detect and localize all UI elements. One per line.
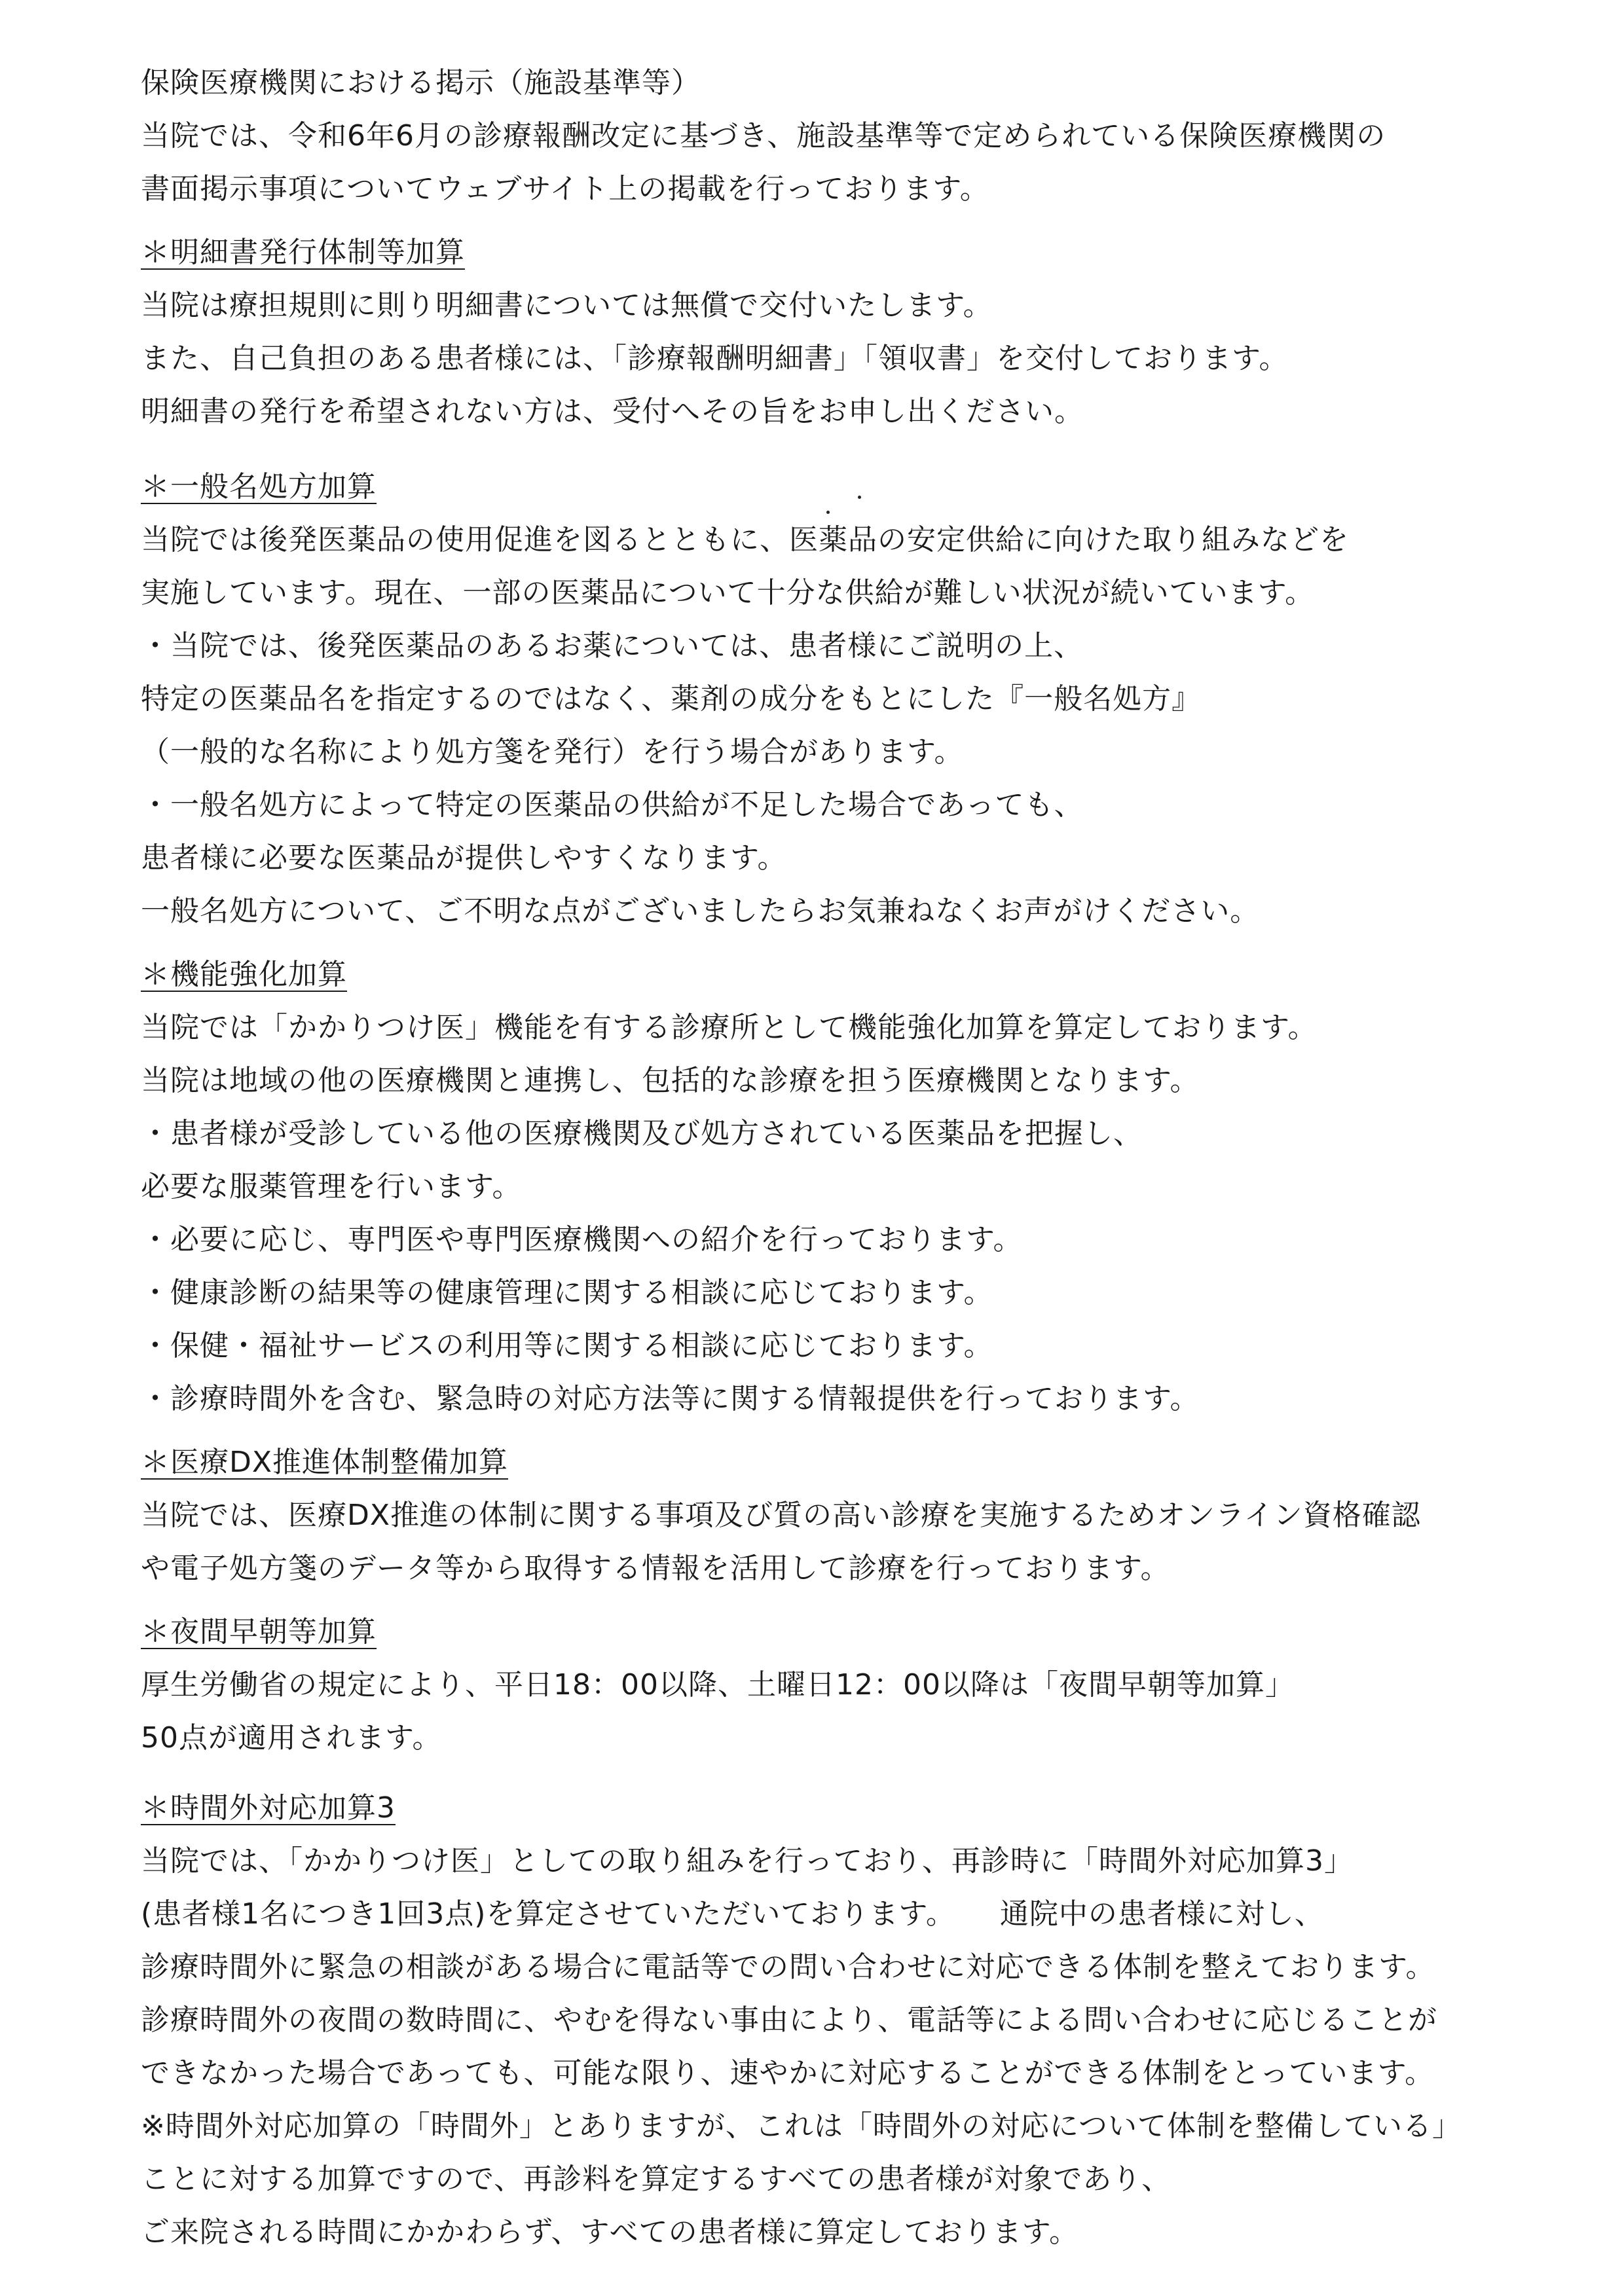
section-line: 診療時間外の夜間の数時間に、やむを得ない事由により、電話等による問い合わせに応じることが bbox=[141, 2003, 1437, 2037]
section-line: (患者様1名につき1回3点)を算定させていただいております。 通院中の患者様に対し、 bbox=[141, 1897, 1324, 1931]
section-line: ※時間外対応加算の「時間外」とありますが、これは「時間外の対応について体制を整備している」 bbox=[141, 2109, 1462, 2143]
section-line: 当院は療担規則に則り明細書については無償で交付いたします。 bbox=[141, 289, 993, 322]
section-heading-yakan-socho: ＊夜間早朝等加算 bbox=[141, 1615, 377, 1649]
section-line: ・健康診断の結果等の健康管理に関する相談に応じております。 bbox=[141, 1276, 993, 1309]
section-line: ことに対する加算ですので、再診料を算定するすべての患者様が対象であり、 bbox=[141, 2162, 1172, 2196]
section-line: ・患者様が受診している他の医療機関及び処方されている医薬品を把握し、 bbox=[141, 1117, 1143, 1150]
intro-line: 当院では、令和6年6月の診療報酬改定に基づき、施設基準等で定められている保険医療機関の bbox=[141, 119, 1386, 153]
section-line: 当院では、「かかりつけ医」としての取り組みを行っており、再診時に「時間外対応加算3」 bbox=[141, 1844, 1354, 1878]
section-line: ・一般名処方によって特定の医薬品の供給が不足した場合であっても、 bbox=[141, 788, 1084, 822]
section-line: 50点が適用されます。 bbox=[141, 1721, 442, 1755]
section-heading-iryo-dx: ＊医療DX推進体制整備加算 bbox=[141, 1446, 509, 1479]
section-line: 厚生労働省の規定により、平日18：00以降、土曜日12：00以降は「夜間早朝等加算」 bbox=[141, 1668, 1295, 1702]
section-line: や電子処方箋のデータ等から取得する情報を活用して診療を行っております。 bbox=[141, 1552, 1170, 1585]
section-line: できなかった場合であっても、可能な限り、速やかに対応することができる体制をとっています。 bbox=[141, 2056, 1435, 2090]
section-line: 一般名処方について、ご不明な点がございましたらお気兼ねなくお声がけください。 bbox=[141, 894, 1260, 928]
section-line: 患者様に必要な医薬品が提供しやすくなります。 bbox=[141, 841, 787, 875]
section-line: また、自己負担のある患者様には、「診療報酬明細書」「領収書」を交付しております。 bbox=[141, 342, 1289, 375]
section-heading-kino-kyoka: ＊機能強化加算 bbox=[141, 958, 347, 991]
section-line: 診療時間外に緊急の相談がある場合に電話等での問い合わせに対応できる体制を整えております。 bbox=[141, 1950, 1435, 1984]
document-title: 保険医療機関における掲示（施設基準等） bbox=[141, 66, 701, 100]
section-line: ご来院される時間にかかわらず、すべての患者様に算定しております。 bbox=[141, 2215, 1079, 2249]
section-line: 当院では、医療DX推進の体制に関する事項及び質の高い診療を実施するためオンライン資格確認 bbox=[141, 1499, 1421, 1532]
section-line: 当院では後発医薬品の使用促進を図るとともに、医薬品の安定供給に向けた取り組みなどを bbox=[141, 523, 1349, 556]
notice-content bbox=[141, 56, 1555, 2259]
section-line: 明細書の発行を希望されない方は、受付へその旨をお申し出ください。 bbox=[141, 395, 1084, 428]
section-heading-meisaisho: ＊明細書発行体制等加算 bbox=[141, 236, 465, 269]
section-line: 当院では「かかりつけ医」機能を有する診療所として機能強化加算を算定しております。 bbox=[141, 1011, 1318, 1044]
section-line: 実施しています。現在、一部の医薬品について十分な供給が難しい状況が続いています。 bbox=[141, 576, 1315, 610]
section-heading-ippanmei-shoho: ＊一般名処方加算 bbox=[141, 470, 377, 503]
section-line: ・保健・福祉サービスの利用等に関する相談に応じております。 bbox=[141, 1329, 993, 1362]
section-heading-jikangai-taio: ＊時間外対応加算3 bbox=[141, 1791, 396, 1825]
section-line: 特定の医薬品名を指定するのではなく、薬剤の成分をもとにした『一般名処方』 bbox=[141, 682, 1202, 716]
section-line: ・診療時間外を含む、緊急時の対応方法等に関する情報提供を行っております。 bbox=[141, 1382, 1200, 1415]
section-line: 当院は地域の他の医療機関と連携し、包括的な診療を担う医療機関となります。 bbox=[141, 1064, 1200, 1097]
section-line: ・当院では、後発医薬品のあるお薬については、患者様にご説明の上、 bbox=[141, 629, 1084, 663]
section-line: 必要な服薬管理を行います。 bbox=[141, 1170, 522, 1203]
section-line: （一般的な名称により処方箋を発行）を行う場合があります。 bbox=[141, 735, 964, 769]
section-line: ・必要に応じ、専門医や専門医療機関への紹介を行っております。 bbox=[141, 1223, 1023, 1256]
intro-line: 書面掲示事項についてウェブサイト上の掲載を行っております。 bbox=[141, 172, 989, 206]
